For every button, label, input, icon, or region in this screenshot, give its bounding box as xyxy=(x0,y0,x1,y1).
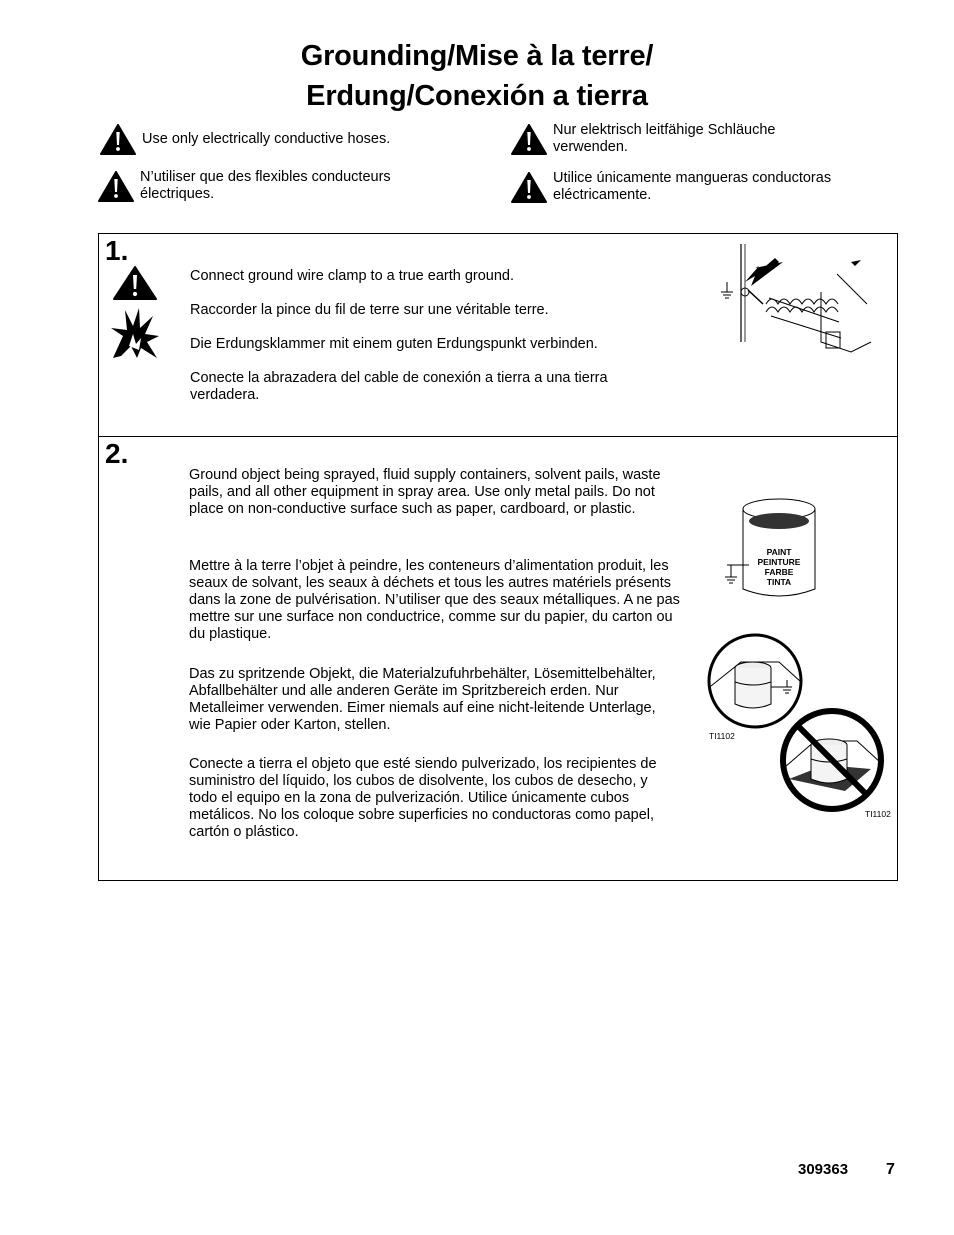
warning-text: Nur elektrisch leitfähige Schläuche verwenden. xyxy=(553,122,776,155)
step-1-paragraph: Raccorder la pince du fil de terre sur une véritable terre. xyxy=(190,302,549,318)
warning-triangle-icon xyxy=(511,124,547,155)
ground-clamp-illustration xyxy=(711,242,873,372)
title-line-2: Erdung/Conexión a tierra xyxy=(306,80,648,112)
step-1-paragraph: Conecte la abrazadera del cable de conexión a tierra a una tierra verdadera. xyxy=(190,370,608,403)
document-number: 309363 xyxy=(798,1161,849,1178)
warning-text: N’utiliser que des flexibles conducteurs électriques. xyxy=(140,169,391,202)
warning-text: Use only electrically conductive hoses. xyxy=(142,131,391,147)
page-number: 7 xyxy=(886,1161,895,1178)
step-2-paragraph: Conecte a tierra el objeto que esté siendo pulverizado, los recipientes de suministro del líquido, los cubos de disolvente, los cubos de desecho, y todo el equipo en la zona de pulverización. Utilice únicamente cubos metálicos. No los coloque sobre superficies no conductoras como papel, cartón o plástico. xyxy=(189,756,657,840)
paint-label-line: TINTA xyxy=(766,577,792,587)
step-1-number: 1. xyxy=(105,235,129,266)
title-line-1: Grounding/Mise à la terre/ xyxy=(300,40,654,72)
step-2-paragraph: Ground object being sprayed, fluid supply containers, solvent pails, waste pails, and all other equipment in spray area. Use only metal pails. Do not place on non-conductive surface such as paper, cardboard, or plastic. xyxy=(189,467,661,517)
step-2-number: 2. xyxy=(105,438,129,469)
warning-text: Utilice únicamente mangueras conductoras eléctricamente. xyxy=(553,170,832,203)
paint-can-label xyxy=(749,547,809,587)
warning-de xyxy=(511,122,821,156)
paint-label-line: FARBE xyxy=(764,567,794,577)
warning-triangle-icon xyxy=(98,171,134,202)
page-title xyxy=(0,36,954,116)
warning-en xyxy=(100,124,480,155)
step-2-paragraph: Das zu spritzende Objekt, die Materialzufuhrbehälter, Lösemittelbehälter, Abfallbehälter und alle anderen Geräte im Spritzbereich erden. Nur Metalleimer verwenden. Eimer niemals auf eine nicht-leitende Unterlage, wie Papier oder Karton, stellen. xyxy=(189,666,656,733)
figure-id: TI1102 xyxy=(865,809,891,819)
prohibited-pail-illustration xyxy=(775,707,889,813)
warning-triangle-icon xyxy=(100,124,136,155)
warning-fr xyxy=(98,169,438,203)
warning-triangle-icon xyxy=(511,172,547,203)
step-1-panel xyxy=(98,233,898,437)
step-2-panel xyxy=(98,436,898,881)
step-2-paragraph: Mettre à la terre l’objet à peindre, les conteneurs d’alimentation produit, les seaux de solvant, les seaux à déchets et tous les autres matériels présents dans la zone de pulvérisation. N’utiliser que des seaux métalliques. A ne pas mettre sur une surface non conductrice, comme sur du papier, du carton ou du plastique. xyxy=(189,558,680,642)
warning-triangle-icon xyxy=(113,266,157,300)
step-1-paragraph: Die Erdungsklammer mit einem guten Erdungspunkt verbinden. xyxy=(190,336,598,352)
warning-es xyxy=(511,170,871,204)
figure-id: TI1102 xyxy=(709,731,735,741)
explosion-icon xyxy=(109,306,161,360)
paint-label-line: PAINT xyxy=(766,547,792,557)
step-1-paragraph: Connect ground wire clamp to a true earth ground. xyxy=(190,268,515,284)
paint-label-line: PEINTURE xyxy=(757,557,801,567)
